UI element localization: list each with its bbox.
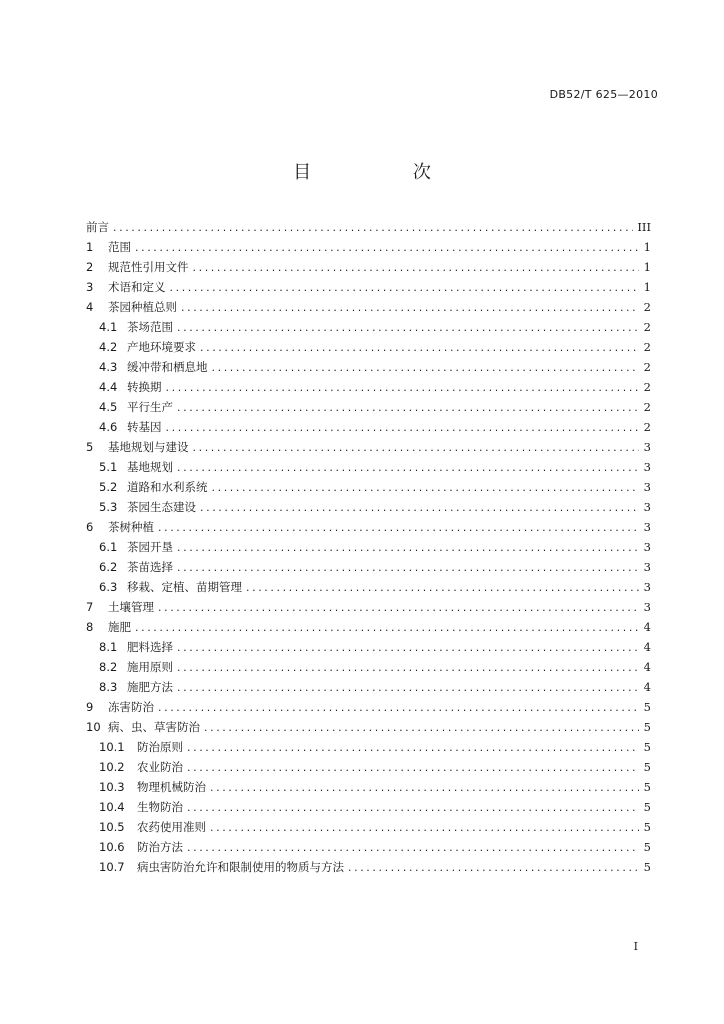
toc-entry-label: 基地规划 <box>127 460 173 474</box>
toc-leader-dots <box>212 358 640 378</box>
toc-leader-dots <box>187 838 639 858</box>
toc-entry-label: 病、虫、草害防治 <box>108 720 200 734</box>
toc-entry[interactable] <box>86 837 651 857</box>
toc-entry-page: 4 <box>643 620 651 634</box>
toc-leader-dots <box>181 298 639 318</box>
toc-entry-label: 前言 <box>86 220 109 234</box>
toc-entry-label: 平行生产 <box>127 400 173 414</box>
toc-leader-dots <box>135 618 639 638</box>
toc-leader-dots <box>200 498 639 518</box>
toc-entry-page: 5 <box>643 860 651 874</box>
toc-entry[interactable] <box>86 857 651 877</box>
toc-leader-dots <box>187 738 639 758</box>
toc-entry-label: 产地环境要求 <box>127 340 196 354</box>
toc-leader-dots <box>177 638 639 658</box>
toc-entry-page: 5 <box>643 760 651 774</box>
toc-entry-number: 8.3 <box>99 680 118 694</box>
toc-entry-page: 3 <box>643 600 651 614</box>
toc-leader-dots <box>204 718 639 738</box>
toc-leader-dots <box>177 538 639 558</box>
toc-entry[interactable] <box>86 577 651 597</box>
toc-entry[interactable] <box>86 357 651 377</box>
toc-entry[interactable] <box>86 397 651 417</box>
toc-entry[interactable] <box>86 337 651 357</box>
toc-leader-dots <box>166 418 640 438</box>
toc-entry-label: 茶场范围 <box>127 320 173 334</box>
page-number: I <box>633 940 638 953</box>
toc-leader-dots <box>158 518 639 538</box>
toc-entry[interactable] <box>86 457 651 477</box>
page-title: 目 次 <box>293 162 479 183</box>
toc-entry-label: 土壤管理 <box>108 600 154 614</box>
toc-entry-page: 3 <box>643 500 651 514</box>
toc-entry-label: 冻害防治 <box>108 700 154 714</box>
toc-entry[interactable] <box>86 377 651 397</box>
toc-entry-page: 3 <box>643 460 651 474</box>
toc-entry[interactable] <box>86 437 651 457</box>
toc-entry-label: 转换期 <box>127 380 162 394</box>
toc-entry-number: 5 <box>86 440 94 454</box>
toc-entry-label: 农业防治 <box>137 760 183 774</box>
toc-entry[interactable] <box>86 797 651 817</box>
toc-entry-number: 8.2 <box>99 660 118 674</box>
toc-entry[interactable] <box>86 517 651 537</box>
toc-entry-number: 10.2 <box>99 760 125 774</box>
toc-leader-dots <box>158 698 639 718</box>
toc-entry-number: 2 <box>86 260 94 274</box>
toc-entry-page: 3 <box>643 440 651 454</box>
toc-entry[interactable] <box>86 297 651 317</box>
toc-entry-page: 2 <box>643 400 651 414</box>
toc-entry-page: 4 <box>643 660 651 674</box>
toc-entry-number: 8 <box>86 620 94 634</box>
toc-leader-dots <box>187 798 639 818</box>
toc-entry-label: 道路和水利系统 <box>127 480 208 494</box>
toc-leader-dots <box>158 598 639 618</box>
toc-entry-page: 3 <box>643 560 651 574</box>
toc-entry-number: 4.6 <box>99 420 118 434</box>
toc-entry[interactable] <box>86 817 651 837</box>
toc-entry[interactable] <box>86 657 651 677</box>
toc-entry-number: 6.3 <box>99 580 118 594</box>
toc-entry-label: 转基因 <box>127 420 162 434</box>
toc-entry-page: 5 <box>643 780 651 794</box>
toc-leader-dots <box>177 318 639 338</box>
toc-entry-label: 施肥方法 <box>127 680 173 694</box>
toc-entry-page: 3 <box>643 520 651 534</box>
toc-leader-dots <box>210 778 639 798</box>
toc-entry-label: 防治原则 <box>137 740 183 754</box>
toc-entry-label: 移栽、定植、苗期管理 <box>127 580 242 594</box>
toc-leader-dots <box>177 658 639 678</box>
toc-entry-number: 6 <box>86 520 94 534</box>
toc-entry-number: 7 <box>86 600 94 614</box>
toc-leader-dots <box>200 338 639 358</box>
toc-entry[interactable] <box>86 737 651 757</box>
toc-entry-label: 基地规划与建设 <box>108 440 189 454</box>
toc-entry[interactable] <box>86 617 651 637</box>
toc-entry[interactable] <box>86 537 651 557</box>
toc-entry-number: 1 <box>86 240 94 254</box>
toc-entry-page: 5 <box>643 820 651 834</box>
toc-entry-page: 5 <box>643 740 651 754</box>
toc-entry[interactable] <box>86 217 651 237</box>
toc-entry-page: 5 <box>643 800 651 814</box>
toc-entry-number: 8.1 <box>99 640 118 654</box>
toc-entry-number: 9 <box>86 700 94 714</box>
toc-entry-number: 5.2 <box>99 480 118 494</box>
toc-entry[interactable] <box>86 417 651 437</box>
toc-entry-number: 10.5 <box>99 820 125 834</box>
toc-entry-page: 3 <box>643 480 651 494</box>
toc-entry-number: 5.3 <box>99 500 118 514</box>
toc-entry-label: 术语和定义 <box>108 280 166 294</box>
toc-entry-page: 1 <box>643 260 651 274</box>
toc-leader-dots <box>246 578 639 598</box>
toc-leader-dots <box>177 558 639 578</box>
toc-entry-page: 4 <box>643 680 651 694</box>
toc-entry-label: 茶园生态建设 <box>127 500 196 514</box>
toc-leader-dots <box>135 238 639 258</box>
toc-entry-number: 10.3 <box>99 780 125 794</box>
toc-entry-page: 2 <box>643 320 651 334</box>
toc-entry[interactable] <box>86 777 651 797</box>
document-code: DB52/T 625—2010 <box>549 88 658 101</box>
toc-entry-label: 规范性引用文件 <box>108 260 189 274</box>
toc-leader-dots <box>193 258 640 278</box>
toc-entry[interactable] <box>86 757 651 777</box>
toc-entry-page: 2 <box>643 340 651 354</box>
toc-entry-number: 10 <box>86 720 101 734</box>
toc-leader-dots <box>177 458 639 478</box>
toc-leader-dots <box>193 438 640 458</box>
toc-leader-dots <box>210 818 639 838</box>
toc-entry[interactable] <box>86 597 651 617</box>
toc-entry-page: 3 <box>643 580 651 594</box>
toc-entry[interactable] <box>86 257 651 277</box>
toc-entry[interactable] <box>86 497 651 517</box>
toc-entry[interactable] <box>86 697 651 717</box>
toc-entry-label: 茶园种植总则 <box>108 300 177 314</box>
toc-entry-page: 5 <box>643 840 651 854</box>
toc-entry-label: 防治方法 <box>137 840 183 854</box>
toc-entry-number: 4 <box>86 300 94 314</box>
toc-entry[interactable] <box>86 317 651 337</box>
toc-entry-label: 茶苗选择 <box>127 560 173 574</box>
toc-entry[interactable] <box>86 237 651 257</box>
toc-entry-number: 10.7 <box>99 860 125 874</box>
toc-leader-dots <box>166 378 640 398</box>
toc-leader-dots <box>177 398 639 418</box>
toc-entry-label: 施用原则 <box>127 660 173 674</box>
toc-entry-number: 4.2 <box>99 340 118 354</box>
toc-entry-label: 农药使用准则 <box>137 820 206 834</box>
toc-entry-label: 范围 <box>108 240 131 254</box>
toc-entry-label: 物理机械防治 <box>137 780 206 794</box>
toc-entry-page: 2 <box>643 380 651 394</box>
toc-entry-label: 施肥 <box>108 620 131 634</box>
toc-entry-page: 2 <box>643 420 651 434</box>
toc-entry[interactable] <box>86 277 651 297</box>
toc-entry-page: 1 <box>643 280 651 294</box>
toc-entry-number: 5.1 <box>99 460 118 474</box>
toc-entry-page: 3 <box>643 540 651 554</box>
toc-leader-dots <box>177 678 639 698</box>
toc-entry-label: 肥料选择 <box>127 640 173 654</box>
toc-leader-dots <box>212 478 640 498</box>
toc-leader-dots <box>170 278 640 298</box>
table-of-contents <box>86 217 651 877</box>
toc-entry-number: 3 <box>86 280 94 294</box>
toc-entry-label: 缓冲带和栖息地 <box>127 360 208 374</box>
toc-entry-page: 4 <box>643 640 651 654</box>
toc-entry-number: 4.5 <box>99 400 118 414</box>
toc-entry-page: III <box>637 220 651 234</box>
toc-entry-number: 10.4 <box>99 800 125 814</box>
toc-entry-number: 4.1 <box>99 320 118 334</box>
toc-entry[interactable] <box>86 557 651 577</box>
toc-entry-page: 1 <box>643 240 651 254</box>
toc-leader-dots <box>187 758 639 778</box>
toc-entry-number: 10.1 <box>99 740 125 754</box>
toc-entry-label: 生物防治 <box>137 800 183 814</box>
toc-entry-label: 茶园开垦 <box>127 540 173 554</box>
toc-leader-dots <box>348 858 639 878</box>
toc-entry-page: 2 <box>643 300 651 314</box>
toc-entry-number: 4.4 <box>99 380 118 394</box>
toc-entry-number: 6.2 <box>99 560 118 574</box>
toc-entry[interactable] <box>86 637 651 657</box>
toc-entry-page: 5 <box>643 700 651 714</box>
toc-entry[interactable] <box>86 477 651 497</box>
toc-entry-number: 10.6 <box>99 840 125 854</box>
toc-entry-page: 2 <box>643 360 651 374</box>
toc-entry-label: 病虫害防治允许和限制使用的物质与方法 <box>137 860 344 874</box>
toc-entry-number: 6.1 <box>99 540 118 554</box>
toc-entry-label: 茶树种植 <box>108 520 154 534</box>
toc-entry[interactable] <box>86 717 651 737</box>
toc-entry-page: 5 <box>643 720 651 734</box>
toc-leader-dots <box>113 218 633 238</box>
toc-entry-number: 4.3 <box>99 360 118 374</box>
toc-entry[interactable] <box>86 677 651 697</box>
